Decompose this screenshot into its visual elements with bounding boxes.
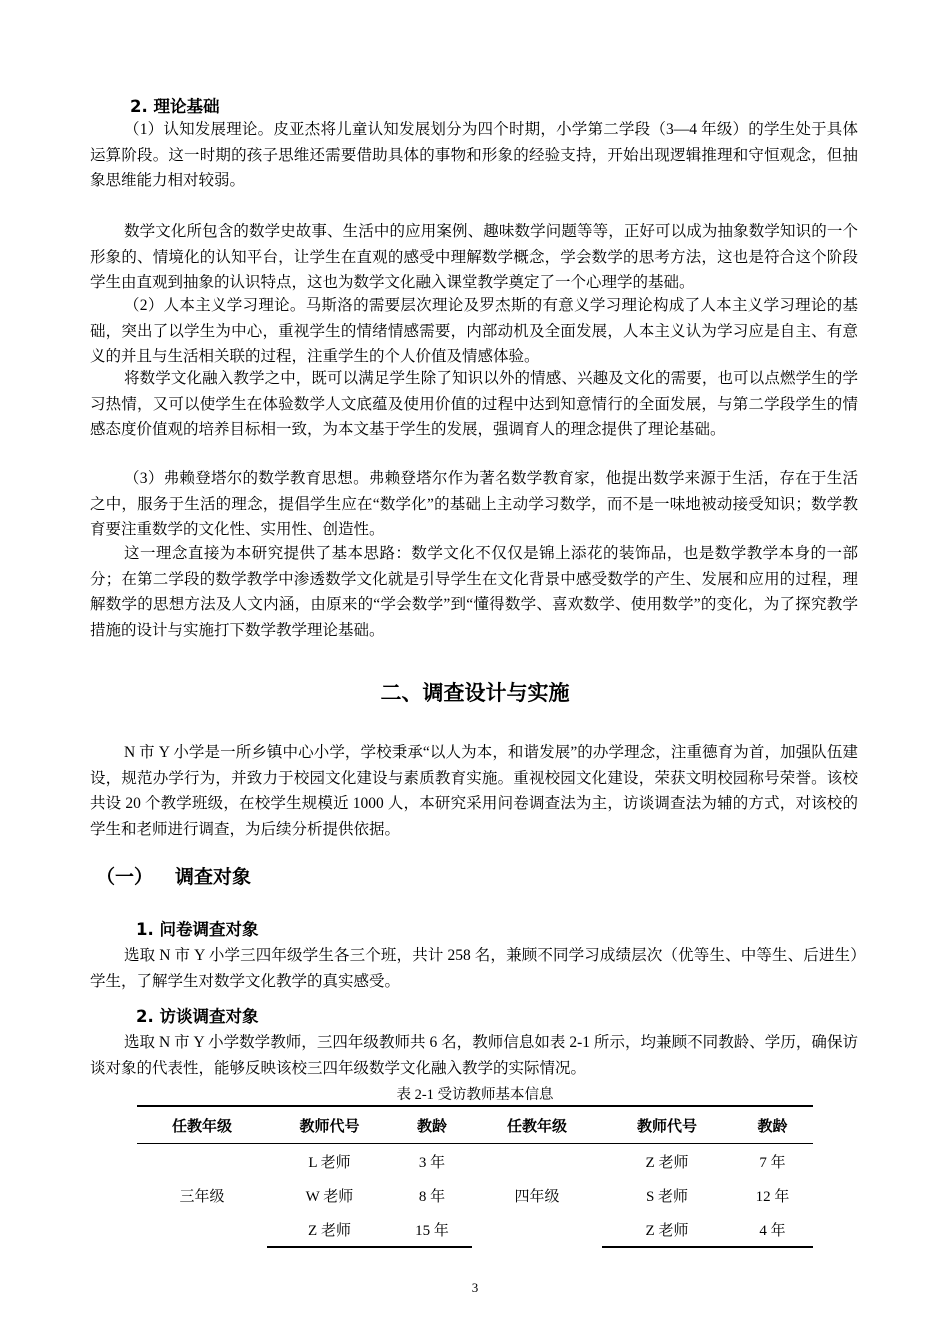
subsection-number: （一） <box>96 866 154 888</box>
paragraph-interview: 选取 N 市 Y 小学数学教师，三四年级教师共 6 名，教师信息如表 2-1 所示，均兼顾不同教龄、学历，确保访谈对象的代表性，能够反映该校三四年级数学文化融入教学的实际情况。 <box>90 1034 858 1077</box>
header-teacher-code: 教师代号 <box>267 1106 392 1144</box>
paragraph-freudenthal-application: 这一理念直接为本研究提供了基本思路：数学文化不仅仅是锦上添花的装饰品，也是数学教学本身的一部分；在第二学段的数学教学中渗透数学文化就是引导学生在文化背景中感受数学的产生、发展和应用的过程，理解数学的思想方法及人文内涵，由原来的“学会数学”到“懂得数学、喜欢数学、使用数学”的变化，为了探究教学措施的设计与实施打下数学教学理论基础。 <box>90 545 858 639</box>
teaching-years-cell: 3 年 <box>418 1154 446 1171</box>
header-teaching-years: 教龄 <box>392 1106 472 1144</box>
teaching-years-cell: 12 年 <box>755 1188 790 1205</box>
teacher-code-cell: Z 老师 <box>267 1212 392 1247</box>
subsection-heading <box>96 862 251 889</box>
teacher-code-cell: Z 老师 <box>602 1212 732 1247</box>
paragraph-cognitive-theory: （1）认知发展理论。皮亚杰将儿童认知发展划分为四个时期，小学第二学段（3—4 年级）的学生处于具体运算阶段。这一时期的孩子思维还需要借助具体的事物和形象的经验支持，开始出现逻辑推理和守恒观念，但抽象思维能力相对较弱。 <box>90 121 858 189</box>
grade-cell-right: 四年级 <box>514 1189 560 1205</box>
interview-heading: 2. 访谈调查对象 <box>136 1007 259 1026</box>
teaching-years-cell: 15 年 <box>392 1212 472 1247</box>
teacher-code-cell: Z 老师 <box>645 1154 689 1171</box>
section-heading-theory: 2. 理论基础 <box>130 97 220 116</box>
page-number: 3 <box>471 1280 479 1295</box>
subsection-title: 调查对象 <box>175 866 252 888</box>
teacher-code-cell: L 老师 <box>308 1154 351 1171</box>
paragraph-humanistic-theory: （2）人本主义学习理论。马斯洛的需要层次理论及罗杰斯的有意义学习理论构成了人本主义学习理论的基础，突出了以学生为中心，重视学生的情绪情感需要，内部动机及全面发展，人本主义认为学习应是自主、有意义的并且与生活相关联的过程，注重学生的个人价值及情感体验。 <box>90 297 858 365</box>
paragraph-chapter-intro: N 市 Y 小学是一所乡镇中心小学，学校秉承“以人为本，和谐发展”的办学理念，注重德育为首，加强队伍建设，规范办学行为，并致力于校园文化建设与素质教育实施。重视校园文化建设，荣获文明校园称号荣誉。该校共设 20 个教学班级，在校学生规模近 1000 人，本研究采用问卷调查法为主，访谈调查法为辅的方式，对该校的学生和老师进行调查，为后续分析提供依据。 <box>90 744 858 838</box>
header-grade: 任教年级 <box>472 1106 602 1144</box>
chapter-heading: 二、调查设计与实施 <box>380 681 570 705</box>
questionnaire-heading: 1. 问卷调查对象 <box>136 920 259 939</box>
teaching-years-cell: 8 年 <box>418 1188 446 1205</box>
paragraph-freudenthal-theory: （3）弗赖登塔尔的数学教育思想。弗赖登塔尔作为著名数学教育家，他提出数学来源于生活，存在于生活之中，服务于生活的理念，提倡学生应在“数学化”的基础上主动学习数学，而不是一味地被动接受知识；数学教育要注重数学的文化性、实用性、创造性。 <box>90 470 858 538</box>
teacher-code-cell: W 老师 <box>305 1188 354 1205</box>
table-caption: 表 2-1 受访教师基本信息 <box>396 1087 554 1103</box>
table-header-row <box>137 1106 813 1144</box>
teaching-years-cell: 4 年 <box>732 1212 813 1247</box>
table-row <box>137 1144 813 1179</box>
paragraph-questionnaire: 选取 N 市 Y 小学三四年级学生各三个班，共计 258 名，兼顾不同学习成绩层次（优等生、中等生、后进生）学生，了解学生对数学文化教学的真实感受。 <box>90 947 858 990</box>
grade-cell-left: 三年级 <box>179 1189 225 1205</box>
paragraph-humanistic-application: 将数学文化融入教学之中，既可以满足学生除了知识以外的情感、兴趣及文化的需要，也可以点燃学生的学习热情，又可以使学生在体验数学人文底蕴及使用价值的过程中达到知意情行的全面发展，与第二学段学生的情感态度价值观的培养目标相一致，为本文基于学生的发展，强调育人的理念提供了理论基础。 <box>90 370 858 438</box>
paragraph-math-culture-platform: 数学文化所包含的数学史故事、生活中的应用案例、趣味数学问题等等，正好可以成为抽象数学知识的一个形象的、情境化的认知平台，让学生在直观的感受中理解数学概念，学会数学的思考方法，这也是符合这个阶段学生由直观到抽象的认识特点，这也为数学文化融入课堂教学奠定了一个心理学的基础。 <box>90 223 858 291</box>
teacher-code-cell: S 老师 <box>645 1188 689 1205</box>
header-teacher-code: 教师代号 <box>602 1106 732 1144</box>
teaching-years-cell: 7 年 <box>759 1154 786 1171</box>
teacher-info-table <box>137 1105 813 1248</box>
header-teaching-years: 教龄 <box>732 1106 813 1144</box>
header-grade: 任教年级 <box>137 1106 267 1144</box>
